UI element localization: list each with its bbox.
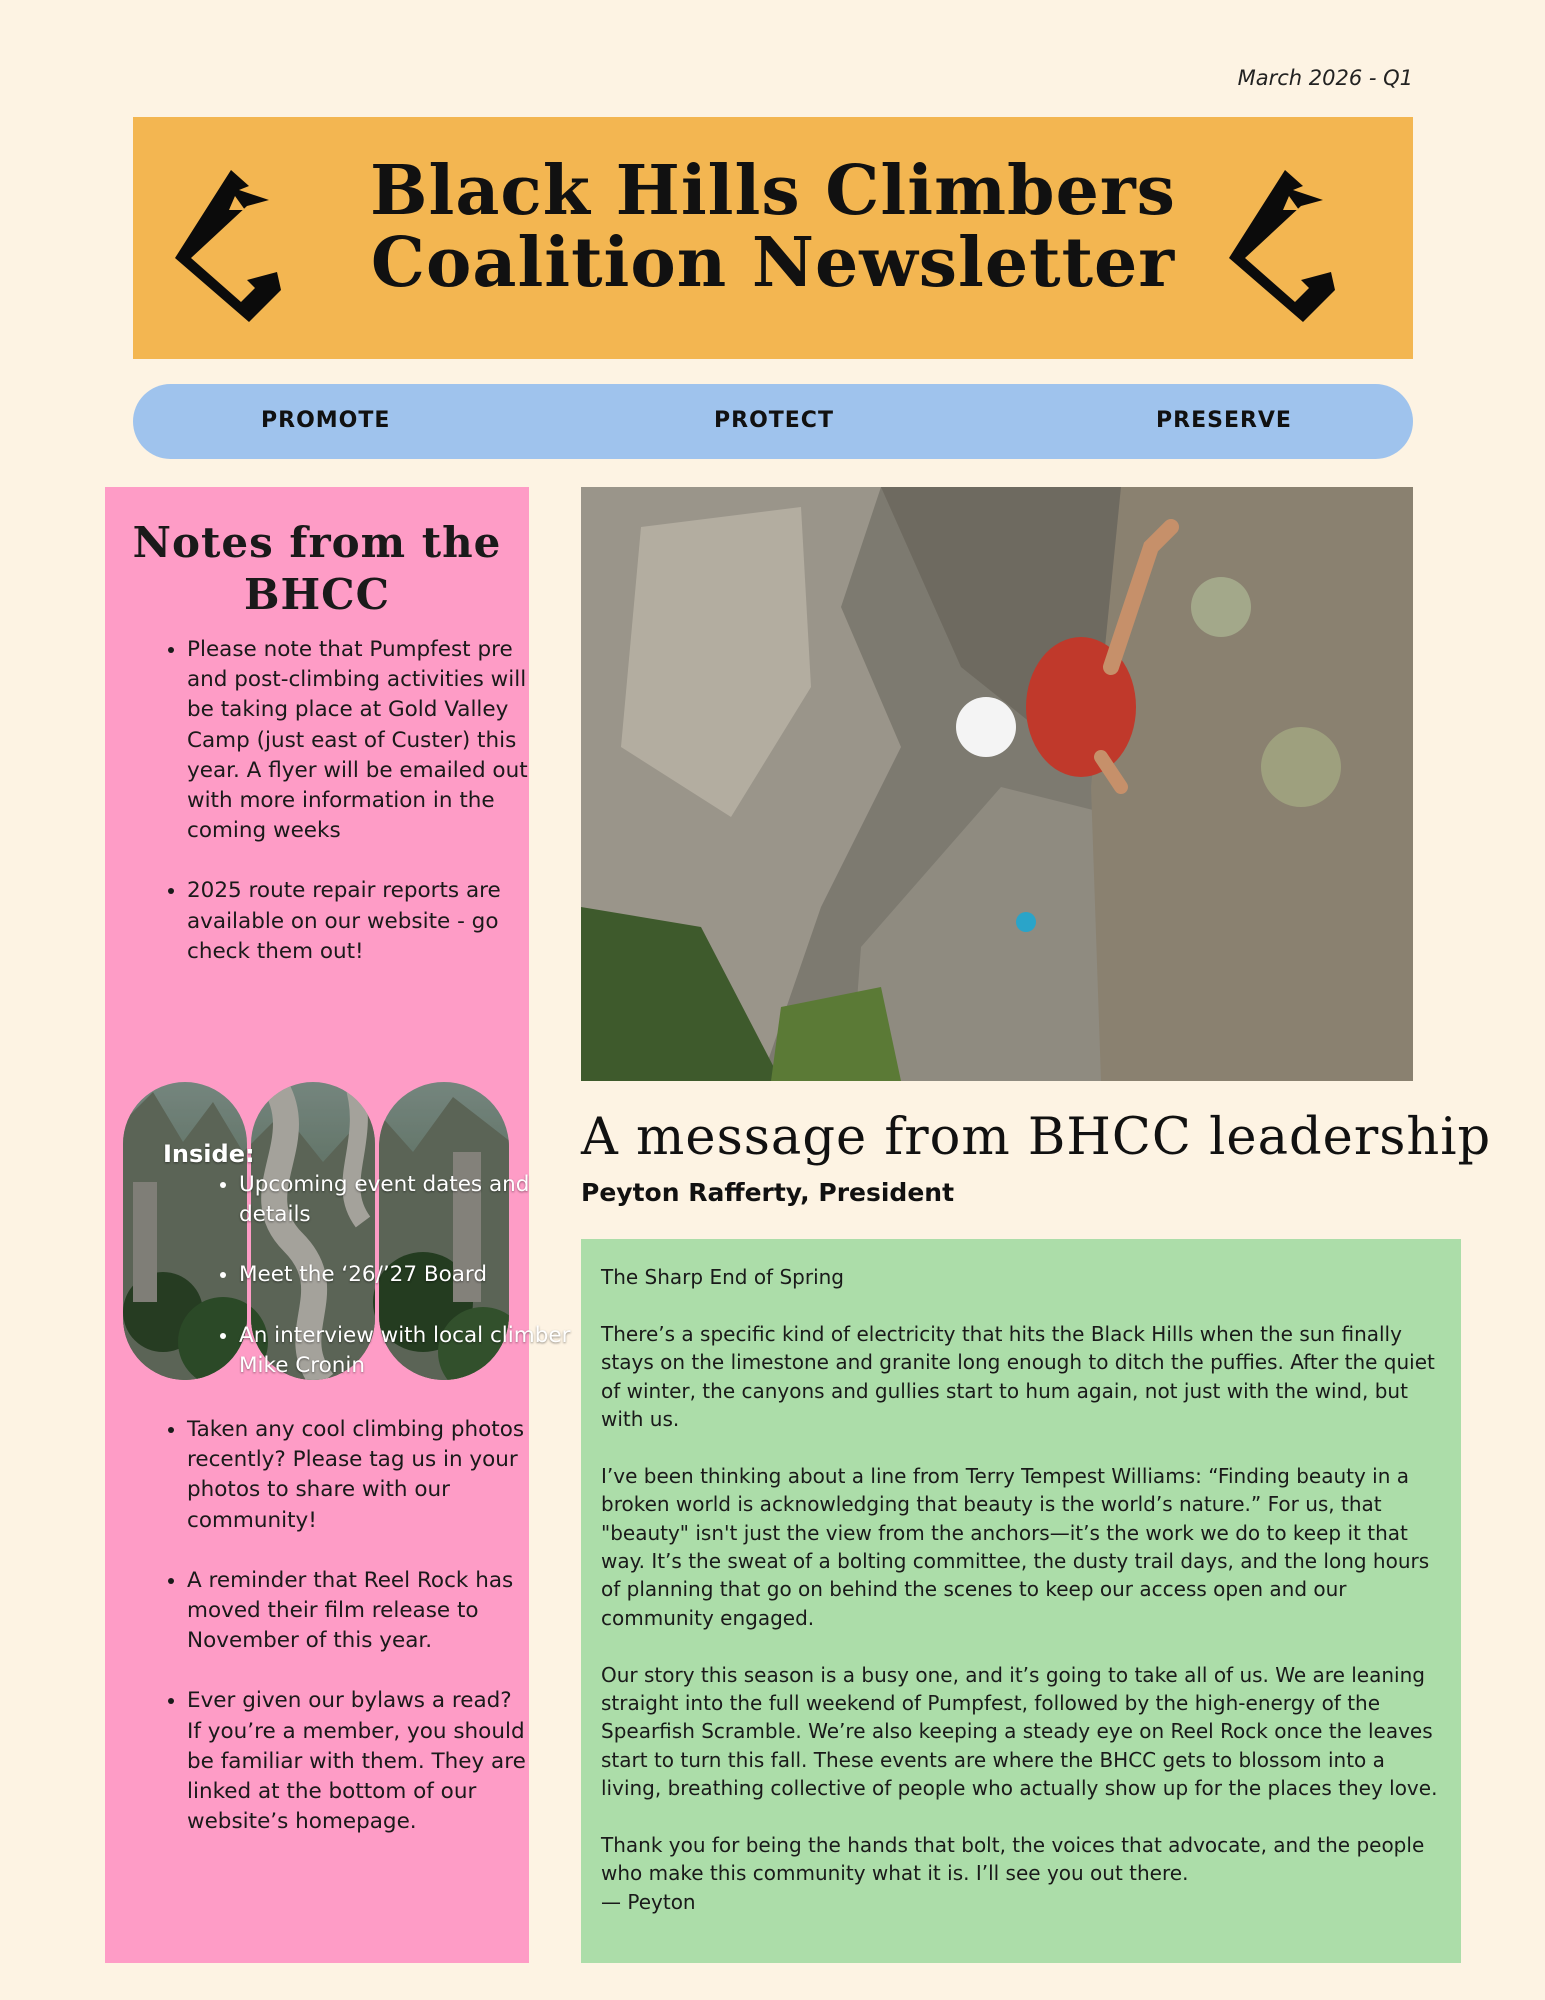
inside-list: [203, 1170, 584, 1411]
list-item: • Ever given our bylaws a read? If you’re a member, you should be familiar with them. They are linked at the bottom of our website’s homepage.: [187, 1686, 532, 1837]
newsletter-title-line2: Coalition Newsletter: [370, 223, 1176, 303]
list-item: • 2025 route repair reports are available on our website - go check them out!: [187, 876, 532, 967]
tagline-preserve: PRESERVE: [1156, 408, 1292, 433]
notes-list-bottom: [145, 1415, 532, 1867]
notes-heading: Notes from the BHCC: [132, 518, 502, 619]
president-letter: [581, 1239, 1461, 1963]
masthead-banner: [133, 117, 1413, 359]
notes-list-top: [145, 635, 532, 997]
climber-photo: [581, 487, 1413, 1081]
list-item: • Taken any cool climbing photos recently? Please tag us in your photos to share with our community!: [187, 1415, 532, 1536]
tagline-promote: PROMOTE: [261, 408, 391, 433]
list-item: • A reminder that Reel Rock has moved their film release to November of this year.: [187, 1566, 532, 1657]
bhcc-logo-icon: [1223, 162, 1343, 322]
newsletter-title-line1: Black Hills Climbers: [370, 151, 1176, 231]
list-item: • An interview with local climber Mike Cronin: [239, 1321, 584, 1381]
inside-heading: Inside:: [163, 1140, 255, 1168]
list-item: • Upcoming event dates and details: [239, 1170, 584, 1230]
issue-date: March 2026 - Q1: [1237, 66, 1413, 90]
tagline-protect: PROTECT: [714, 408, 834, 433]
article-headline: A message from BHCC leadership: [581, 1108, 1492, 1167]
letter-closing: Thank you for being the hands that bolt, the voices that advocate, and the people who make this community what it is. I’ll see you out there.: [601, 1833, 1425, 1886]
mission-tagline-bar: [133, 384, 1413, 459]
article-byline: Peyton Rafferty, President: [581, 1178, 955, 1207]
letter-paragraph: I’ve been thinking about a line from Terry Tempest Williams: “Finding beauty in a broken world is acknowledging that beauty is the world’s nature.” For us, that "beauty" isn't just the view from the anchors—it’s the work we do to keep it that way. It’s the sweat of a bolting committee, the dusty trail days, and the long hours of planning that go on behind the scenes to keep our access open and our community engaged.: [601, 1463, 1430, 1630]
inside-preview-box: [123, 1082, 571, 1382]
letter-paragraph: Our story this season is a busy one, and it’s going to take all of us. We are leaning straight into the full weekend of Pumpfest, followed by the high-energy of the Spearfish Scramble. We’re also keeping a steady eye on Reel Rock once the leaves start to turn this fall. These events are where the BHCC gets to blossom into a living, breathing collective of people who actually show up for the places they love.: [601, 1662, 1438, 1801]
letter-signature: — Peyton: [601, 1889, 696, 1914]
list-item: • Please note that Pumpfest pre and post-climbing activities will be taking place at Gold Valley Camp (just east of Custer) this year. A flyer will be emailed out with more information in the coming weeks: [187, 635, 532, 846]
list-item: • Meet the ‘26/’27 Board: [239, 1260, 584, 1290]
letter-paragraph: There’s a specific kind of electricity that hits the Black Hills when the sun finally stays on the limestone and granite long enough to ditch the puffies. After the quiet of winter, the canyons and gullies start to hum again, not just with the wind, but with us.: [601, 1321, 1435, 1432]
letter-title: The Sharp End of Spring: [601, 1265, 844, 1289]
notes-sidebar: [105, 487, 571, 1963]
